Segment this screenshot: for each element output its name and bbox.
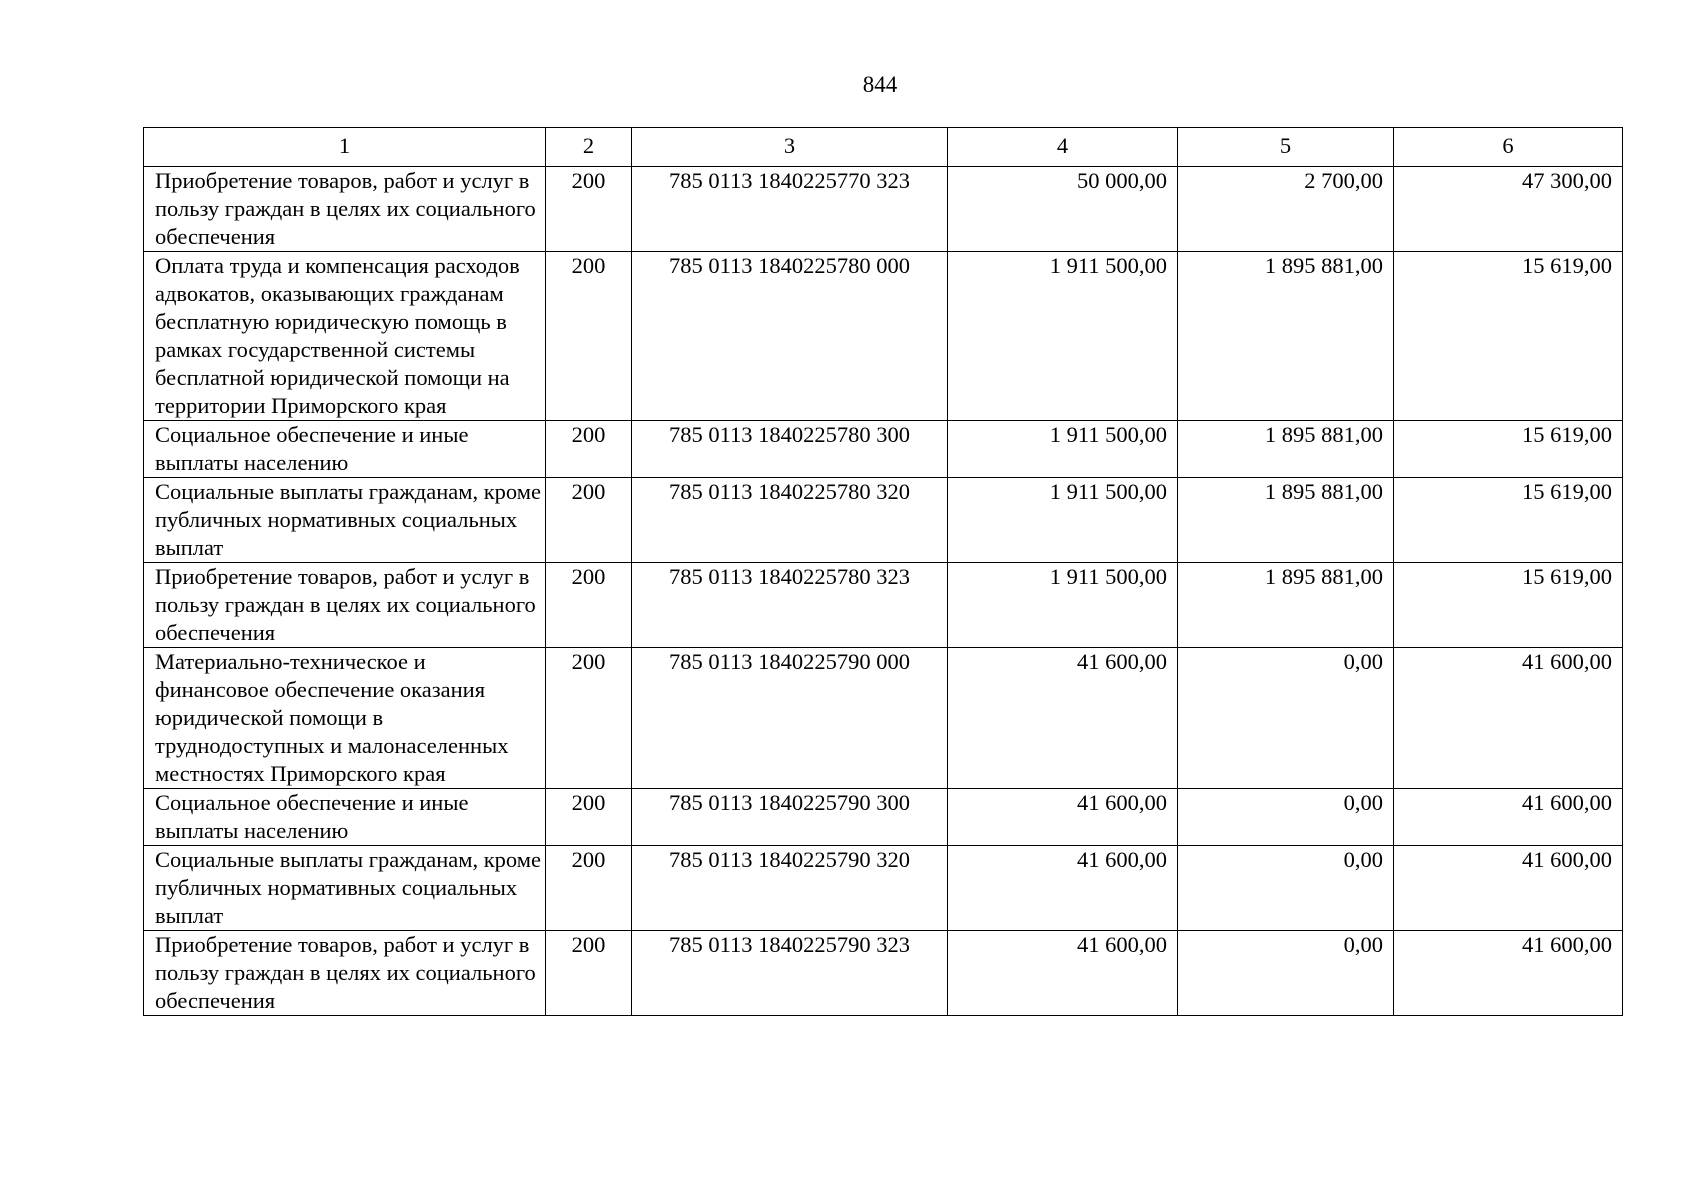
row-code: 200 (546, 563, 632, 648)
table-row (144, 931, 1623, 1016)
budget-execution-table (143, 127, 1623, 1016)
row-executed: 0,00 (1178, 789, 1394, 846)
row-approved: 1 911 500,00 (948, 421, 1178, 478)
row-unexecuted: 15 619,00 (1394, 478, 1623, 563)
row-executed: 2 700,00 (1178, 167, 1394, 252)
table-header-row (144, 128, 1623, 167)
table-row (144, 789, 1623, 846)
row-classification: 785 0113 1840225780 300 (632, 421, 948, 478)
row-unexecuted: 41 600,00 (1394, 648, 1623, 789)
column-header-3: 3 (632, 128, 948, 167)
row-code: 200 (546, 167, 632, 252)
row-approved: 41 600,00 (948, 931, 1178, 1016)
row-approved: 41 600,00 (948, 648, 1178, 789)
row-approved: 1 911 500,00 (948, 478, 1178, 563)
column-header-5: 5 (1178, 128, 1394, 167)
row-code: 200 (546, 421, 632, 478)
row-code: 200 (546, 648, 632, 789)
row-unexecuted: 41 600,00 (1394, 789, 1623, 846)
table-row (144, 478, 1623, 563)
row-approved: 41 600,00 (948, 789, 1178, 846)
row-classification: 785 0113 1840225780 320 (632, 478, 948, 563)
column-header-1: 1 (144, 128, 546, 167)
row-unexecuted: 15 619,00 (1394, 252, 1623, 421)
row-executed: 1 895 881,00 (1178, 421, 1394, 478)
column-header-4: 4 (948, 128, 1178, 167)
row-unexecuted: 15 619,00 (1394, 421, 1623, 478)
row-unexecuted: 41 600,00 (1394, 931, 1623, 1016)
row-approved: 50 000,00 (948, 167, 1178, 252)
row-executed: 1 895 881,00 (1178, 252, 1394, 421)
row-name: Социальное обеспечение и иные выплаты населению (144, 789, 546, 846)
row-executed: 0,00 (1178, 846, 1394, 931)
row-executed: 1 895 881,00 (1178, 478, 1394, 563)
row-name: Социальные выплаты гражданам, кроме публичных нормативных социальных выплат (144, 478, 546, 563)
row-classification: 785 0113 1840225780 000 (632, 252, 948, 421)
page-number: 844 (862, 72, 898, 97)
row-code: 200 (546, 789, 632, 846)
table-row (144, 563, 1623, 648)
column-header-2: 2 (546, 128, 632, 167)
row-classification: 785 0113 1840225790 320 (632, 846, 948, 931)
row-unexecuted: 15 619,00 (1394, 563, 1623, 648)
row-classification: 785 0113 1840225780 323 (632, 563, 948, 648)
row-name: Приобретение товаров, работ и услуг в пользу граждан в целях их социального обеспечения (144, 167, 546, 252)
row-unexecuted: 47 300,00 (1394, 167, 1623, 252)
table-row (144, 648, 1623, 789)
row-approved: 1 911 500,00 (948, 563, 1178, 648)
row-name: Оплата труда и компенсация расходов адвокатов, оказывающих гражданам бесплатную юридическую помощь в рамках государственной системы бесплатной юридической помощи на территории Приморского края (144, 252, 546, 421)
row-name: Социальные выплаты гражданам, кроме публичных нормативных социальных выплат (144, 846, 546, 931)
row-classification: 785 0113 1840225790 323 (632, 931, 948, 1016)
table-row (144, 167, 1623, 252)
table-row (144, 846, 1623, 931)
row-code: 200 (546, 846, 632, 931)
row-approved: 1 911 500,00 (948, 252, 1178, 421)
row-name: Приобретение товаров, работ и услуг в пользу граждан в целях их социального обеспечения (144, 931, 546, 1016)
row-classification: 785 0113 1840225790 300 (632, 789, 948, 846)
row-code: 200 (546, 252, 632, 421)
row-code: 200 (546, 478, 632, 563)
row-unexecuted: 41 600,00 (1394, 846, 1623, 931)
row-code: 200 (546, 931, 632, 1016)
row-approved: 41 600,00 (948, 846, 1178, 931)
row-name: Социальное обеспечение и иные выплаты населению (144, 421, 546, 478)
row-name: Приобретение товаров, работ и услуг в пользу граждан в целях их социального обеспечения (144, 563, 546, 648)
column-header-6: 6 (1394, 128, 1623, 167)
row-executed: 0,00 (1178, 648, 1394, 789)
row-executed: 0,00 (1178, 931, 1394, 1016)
row-executed: 1 895 881,00 (1178, 563, 1394, 648)
row-classification: 785 0113 1840225770 323 (632, 167, 948, 252)
row-classification: 785 0113 1840225790 000 (632, 648, 948, 789)
row-name: Материально-техническое и финансовое обеспечение оказания юридической помощи в труднодоступных и малонаселенных местностях Приморского края (144, 648, 546, 789)
table-row (144, 421, 1623, 478)
table-row (144, 252, 1623, 421)
